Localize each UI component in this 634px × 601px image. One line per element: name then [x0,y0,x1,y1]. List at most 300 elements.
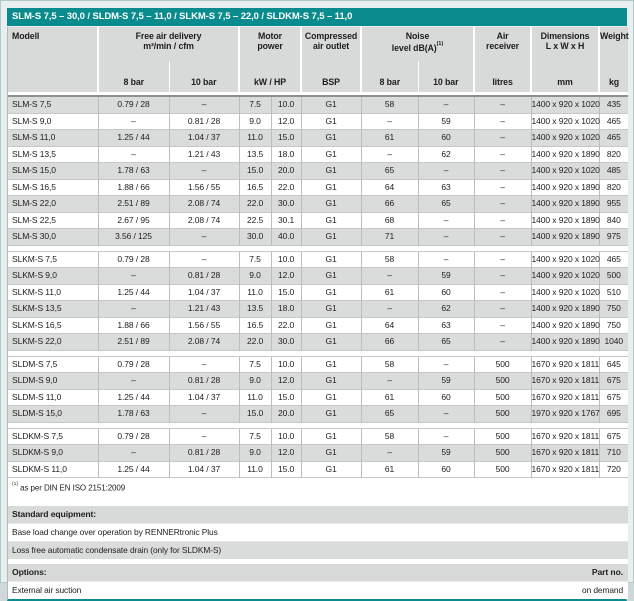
cell-kw: 9.0 [239,268,271,285]
cell-fad-10bar: – [169,163,239,180]
unit-noise-10bar: 10 bar [418,61,474,92]
cell-kw: 7.5 [239,96,271,113]
spec-row [8,146,628,163]
cell-noise-10bar: 63 [418,317,474,334]
unit-motor-kw-hp: kW / HP [239,61,301,92]
cell-hp: 10.0 [271,428,301,445]
spec-row [8,389,628,406]
cell-hp: 10.0 [271,251,301,268]
cell-weight: 485 [599,163,628,180]
cell-dimensions: 1400 x 920 x 1020 [531,96,599,113]
cell-kw: 9.0 [239,113,271,130]
cell-dimensions: 1670 x 920 x 1811 [531,461,599,478]
cell-fad-8bar: – [98,445,169,462]
cell-fad-8bar: 2.51 / 89 [98,334,169,351]
cell-model: SLDKM-S 11,0 [8,461,98,478]
cell-litres: 500 [474,406,531,423]
cell-fad-10bar: – [169,229,239,246]
spec-row [8,130,628,147]
cell-weight: 510 [599,284,628,301]
part-no-label: Part no. [591,566,624,577]
cell-dimensions: 1400 x 920 x 1020 [531,284,599,301]
cell-kw: 11.0 [239,389,271,406]
cell-bsp: G1 [301,373,361,390]
cell-hp: 15.0 [271,130,301,147]
cell-bsp: G1 [301,268,361,285]
cell-bsp: G1 [301,284,361,301]
cell-bsp: G1 [301,445,361,462]
cell-model: SLM-S 15,0 [8,163,98,180]
spec-row [8,251,628,268]
unit-noise-8bar: 8 bar [361,61,418,92]
cell-weight: 820 [599,179,628,196]
cell-weight: 975 [599,229,628,246]
cell-fad-10bar: 0.81 / 28 [169,373,239,390]
unit-fad-10bar: 10 bar [169,61,239,92]
spec-table-bottom [8,478,628,599]
cell-model: SLM-S 16,5 [8,179,98,196]
cell-hp: 22.0 [271,317,301,334]
cell-weight: 465 [599,113,628,130]
cell-litres: – [474,96,531,113]
cell-fad-8bar: 1.78 / 63 [98,406,169,423]
cell-model: SLKM-S 7,5 [8,251,98,268]
cell-dimensions: 1670 x 920 x 1811 [531,428,599,445]
cell-weight: 710 [599,445,628,462]
cell-litres: – [474,130,531,147]
cell-dimensions: 1400 x 920 x 1890 [531,212,599,229]
cell-weight: 840 [599,212,628,229]
cell-weight: 750 [599,301,628,318]
footnote-marker: (1) [12,481,19,487]
cell-bsp: G1 [301,163,361,180]
cell-dimensions: 1400 x 920 x 1020 [531,251,599,268]
unit-outlet-bsp: BSP [301,61,361,92]
standard-equipment-heading-row [8,505,628,523]
spec-row [8,284,628,301]
cell-bsp: G1 [301,428,361,445]
cell-kw: 30.0 [239,229,271,246]
options-heading-row [8,563,628,581]
cell-fad-10bar: 1.56 / 55 [169,179,239,196]
cell-fad-8bar: – [98,373,169,390]
cell-noise-8bar: 68 [361,212,418,229]
cell-litres: 500 [474,356,531,373]
cell-noise-10bar: 59 [418,373,474,390]
unit-receiver-litres: litres [474,61,531,92]
cell-weight: 435 [599,96,628,113]
cell-fad-10bar: 1.21 / 43 [169,146,239,163]
cell-hp: 18.0 [271,301,301,318]
cell-litres: – [474,179,531,196]
cell-dimensions: 1400 x 920 x 1890 [531,196,599,213]
cell-weight: 820 [599,146,628,163]
col-header-air-receiver: Air receiver [474,27,531,61]
cell-hp: 12.0 [271,113,301,130]
cell-fad-10bar: 1.56 / 55 [169,317,239,334]
cell-bsp: G1 [301,334,361,351]
cell-hp: 20.0 [271,163,301,180]
noise-footnote-marker: (1) [436,40,444,47]
spec-row [8,373,628,390]
cell-model: SLM-S 22,0 [8,196,98,213]
cell-weight: 955 [599,196,628,213]
spec-row [8,445,628,462]
spec-row [8,96,628,113]
cell-dimensions: 1400 x 920 x 1890 [531,146,599,163]
cell-bsp: G1 [301,461,361,478]
col-header-noise-level: Noise level $dB(A)^{(1)}$ [361,27,474,61]
cell-dimensions: 1400 x 920 x 1890 [531,229,599,246]
spec-row [8,268,628,285]
cell-litres: 500 [474,461,531,478]
cell-model: SLKM-S 9,0 [8,268,98,285]
cell-noise-10bar: 60 [418,284,474,301]
footnote: $^{(1)}$ as per DIN EN ISO 2151:2009 [8,478,628,501]
cell-hp: 20.0 [271,406,301,423]
standard-equipment-item: Loss free automatic condensate drain (only for SLDKM-S) [8,541,628,559]
cell-bsp: G1 [301,212,361,229]
cell-fad-8bar: 3.56 / 125 [98,229,169,246]
cell-noise-8bar: – [361,445,418,462]
spec-row [8,461,628,478]
cell-weight: 465 [599,130,628,147]
cell-noise-8bar: 61 [361,389,418,406]
cell-weight: 1040 [599,334,628,351]
cell-model: SLM-S 13,5 [8,146,98,163]
cell-noise-8bar: 65 [361,406,418,423]
spec-row [8,179,628,196]
cell-litres: – [474,212,531,229]
cell-fad-8bar: 1.25 / 44 [98,130,169,147]
spec-row [8,163,628,180]
cell-fad-10bar: 1.04 / 37 [169,461,239,478]
cell-weight: 500 [599,268,628,285]
cell-kw: 11.0 [239,284,271,301]
cell-fad-8bar: 0.79 / 28 [98,356,169,373]
cell-fad-8bar: – [98,146,169,163]
cell-kw: 7.5 [239,428,271,445]
cell-fad-8bar: 1.88 / 66 [98,179,169,196]
cell-bsp: G1 [301,96,361,113]
table-title: SLM-S 7,5 – 30,0 / SLDM-S 7,5 – 11,0 / SLKM-S 7,5 – 22,0 / SLDKM-S 7,5 – 11,0 [12,11,353,22]
cell-kw: 9.0 [239,445,271,462]
cell-litres: 500 [474,373,531,390]
cell-dimensions: 1400 x 920 x 1020 [531,268,599,285]
cell-fad-10bar: – [169,428,239,445]
spec-table [8,27,628,599]
spec-row [8,428,628,445]
cell-hp: 15.0 [271,284,301,301]
cell-kw: 22.5 [239,212,271,229]
cell-noise-8bar: 71 [361,229,418,246]
cell-fad-10bar: 1.21 / 43 [169,301,239,318]
cell-litres: – [474,284,531,301]
cell-noise-10bar: 59 [418,445,474,462]
cell-noise-8bar: 66 [361,196,418,213]
cell-dimensions: 1400 x 920 x 1020 [531,130,599,147]
cell-litres: – [474,229,531,246]
cell-fad-8bar: 1.25 / 44 [98,461,169,478]
cell-litres: – [474,251,531,268]
cell-weight: 750 [599,317,628,334]
cell-litres: – [474,163,531,180]
col-header-motor-power: Motor power [239,27,301,61]
cell-weight: 465 [599,251,628,268]
cell-noise-10bar: 59 [418,113,474,130]
cell-noise-8bar: – [361,146,418,163]
cell-kw: 9.0 [239,373,271,390]
cell-noise-10bar: – [418,163,474,180]
cell-noise-8bar: 58 [361,356,418,373]
cell-fad-8bar: – [98,113,169,130]
cell-litres: – [474,146,531,163]
cell-model: SLDM-S 11,0 [8,389,98,406]
cell-fad-8bar: 2.51 / 89 [98,196,169,213]
col-header-weight: Weight [599,27,628,61]
cell-noise-8bar: 64 [361,179,418,196]
cell-model: SLM-S 9,0 [8,113,98,130]
cell-noise-8bar: – [361,268,418,285]
unit-weight-kg: kg [599,61,628,92]
cell-noise-10bar: – [418,212,474,229]
option-item-name: External air suction [12,584,82,595]
cell-fad-10bar: 2.08 / 74 [169,196,239,213]
cell-hp: 30.1 [271,212,301,229]
cell-litres: – [474,334,531,351]
cell-bsp: G1 [301,406,361,423]
spec-row [8,334,628,351]
cell-kw: 22.0 [239,196,271,213]
cell-hp: 30.0 [271,196,301,213]
cell-fad-8bar: 1.78 / 63 [98,163,169,180]
cell-noise-8bar: 61 [361,461,418,478]
spec-table-header [8,27,628,92]
cell-hp: 10.0 [271,356,301,373]
cell-kw: 15.0 [239,163,271,180]
cell-model: SLM-S 11,0 [8,130,98,147]
cell-fad-10bar: – [169,96,239,113]
cell-litres: 500 [474,445,531,462]
cell-fad-10bar: – [169,356,239,373]
header-label-row [8,27,628,61]
cell-litres: – [474,268,531,285]
cell-model: SLDM-S 7,5 [8,356,98,373]
cell-kw: 16.5 [239,317,271,334]
cell-fad-10bar: 0.81 / 28 [169,113,239,130]
standard-equipment-heading: Standard equipment: [8,505,628,523]
cell-bsp: G1 [301,196,361,213]
cell-fad-8bar: 0.79 / 28 [98,251,169,268]
cell-hp: 22.0 [271,179,301,196]
cell-fad-10bar: 1.04 / 37 [169,284,239,301]
cell-kw: 11.0 [239,461,271,478]
cell-model: SLKM-S 22,0 [8,334,98,351]
options-heading: Options: [12,566,47,577]
spec-table-body [8,92,628,478]
cell-hp: 40.0 [271,229,301,246]
cell-hp: 15.0 [271,389,301,406]
cell-noise-8bar: – [361,301,418,318]
col-header-modell: Modell [8,27,98,92]
cell-kw: 16.5 [239,179,271,196]
cell-dimensions: 1670 x 920 x 1811 [531,356,599,373]
cell-dimensions: 1400 x 920 x 1020 [531,113,599,130]
cell-model: SLDM-S 15,0 [8,406,98,423]
cell-bsp: G1 [301,356,361,373]
cell-kw: 15.0 [239,406,271,423]
cell-kw: 11.0 [239,130,271,147]
unit-fad-8bar: 8 bar [98,61,169,92]
cell-hp: 12.0 [271,268,301,285]
cell-fad-10bar: 1.04 / 37 [169,130,239,147]
cell-weight: 675 [599,373,628,390]
cell-noise-10bar: 65 [418,196,474,213]
cell-fad-10bar: – [169,406,239,423]
spec-row [8,196,628,213]
cell-model: SLM-S 30,0 [8,229,98,246]
cell-noise-8bar: – [361,113,418,130]
cell-fad-8bar: 1.88 / 66 [98,317,169,334]
cell-noise-10bar: 59 [418,268,474,285]
cell-noise-10bar: – [418,356,474,373]
cell-bsp: G1 [301,146,361,163]
cell-hp: 10.0 [271,96,301,113]
cell-noise-8bar: 61 [361,130,418,147]
cell-weight: 675 [599,428,628,445]
spec-row [8,301,628,318]
cell-fad-10bar: 2.08 / 74 [169,334,239,351]
standard-equipment-item-row [8,541,628,559]
cell-hp: 18.0 [271,146,301,163]
cell-bsp: G1 [301,229,361,246]
header-unit-row [8,61,628,92]
cell-bsp: G1 [301,251,361,268]
cell-noise-10bar: 62 [418,301,474,318]
cell-litres: – [474,113,531,130]
cell-model: SLKM-S 16,5 [8,317,98,334]
unit-dimensions-mm: mm [531,61,599,92]
cell-bsp: G1 [301,317,361,334]
cell-fad-10bar: 1.04 / 37 [169,389,239,406]
option-item-row [8,581,628,599]
cell-litres: – [474,317,531,334]
cell-dimensions: 1400 x 920 x 1020 [531,163,599,180]
cell-noise-10bar: 60 [418,389,474,406]
cell-dimensions: 1400 x 920 x 1890 [531,301,599,318]
cell-fad-10bar: 2.08 / 74 [169,212,239,229]
col-header-free-air-delivery: Free air delivery m³/min / cfm [98,27,239,61]
cell-bsp: G1 [301,130,361,147]
spec-row [8,317,628,334]
spec-row [8,212,628,229]
spec-row [8,356,628,373]
standard-equipment-item: Base load change over operation by RENNERtronic Plus [8,523,628,541]
cell-noise-10bar: – [418,251,474,268]
cell-kw: 13.5 [239,301,271,318]
cell-noise-8bar: 66 [361,334,418,351]
cell-noise-10bar: 60 [418,461,474,478]
cell-kw: 7.5 [239,356,271,373]
cell-noise-8bar: 58 [361,428,418,445]
cell-noise-10bar: 63 [418,179,474,196]
table-frame [7,27,627,601]
cell-noise-10bar: – [418,229,474,246]
option-item-part-no: on demand [582,584,624,595]
cell-dimensions: 1400 x 920 x 1890 [531,317,599,334]
spec-row [8,406,628,423]
cell-fad-8bar: 1.25 / 44 [98,389,169,406]
cell-model: SLDKM-S 9,0 [8,445,98,462]
cell-model: SLM-S 7,5 [8,96,98,113]
cell-noise-10bar: 65 [418,334,474,351]
cell-dimensions: 1400 x 920 x 1890 [531,179,599,196]
col-header-compressed-air-outlet: Compressed air outlet [301,27,361,61]
cell-dimensions: 1400 x 920 x 1890 [531,334,599,351]
cell-noise-8bar: 65 [361,163,418,180]
cell-kw: 7.5 [239,251,271,268]
cell-noise-10bar: – [418,96,474,113]
cell-bsp: G1 [301,113,361,130]
cell-fad-8bar: – [98,301,169,318]
cell-noise-8bar: 58 [361,96,418,113]
cell-noise-10bar: – [418,406,474,423]
cell-noise-8bar: 64 [361,317,418,334]
cell-noise-10bar: 62 [418,146,474,163]
cell-kw: 13.5 [239,146,271,163]
cell-noise-10bar: – [418,428,474,445]
cell-dimensions: 1670 x 920 x 1811 [531,389,599,406]
cell-fad-10bar: 0.81 / 28 [169,268,239,285]
cell-dimensions: 1670 x 920 x 1811 [531,373,599,390]
cell-hp: 15.0 [271,461,301,478]
cell-litres: 500 [474,428,531,445]
cell-fad-10bar: 0.81 / 28 [169,445,239,462]
col-header-dimensions: Dimensions L x W x H [531,27,599,61]
cell-model: SLDKM-S 7,5 [8,428,98,445]
cell-weight: 675 [599,389,628,406]
cell-model: SLDM-S 9,0 [8,373,98,390]
cell-litres: – [474,196,531,213]
cell-bsp: G1 [301,389,361,406]
cell-bsp: G1 [301,301,361,318]
cell-dimensions: 1670 x 920 x 1811 [531,445,599,462]
cell-bsp: G1 [301,179,361,196]
cell-noise-8bar: 61 [361,284,418,301]
cell-fad-8bar: 0.79 / 28 [98,428,169,445]
cell-fad-8bar: 0.79 / 28 [98,96,169,113]
cell-fad-8bar: 2.67 / 95 [98,212,169,229]
cell-noise-8bar: 58 [361,251,418,268]
cell-weight: 720 [599,461,628,478]
cell-hp: 12.0 [271,373,301,390]
footnote-row [8,478,628,501]
cell-fad-10bar: – [169,251,239,268]
cell-weight: 695 [599,406,628,423]
cell-model: SLKM-S 13,5 [8,301,98,318]
spec-row [8,113,628,130]
cell-weight: 645 [599,356,628,373]
cell-dimensions: 1970 x 920 x 1767 [531,406,599,423]
cell-noise-8bar: – [361,373,418,390]
cell-noise-10bar: 60 [418,130,474,147]
cell-kw: 22.0 [239,334,271,351]
cell-model: SLM-S 22,5 [8,212,98,229]
cell-fad-8bar: 1.25 / 44 [98,284,169,301]
cell-litres: – [474,301,531,318]
spec-row [8,229,628,246]
cell-hp: 12.0 [271,445,301,462]
